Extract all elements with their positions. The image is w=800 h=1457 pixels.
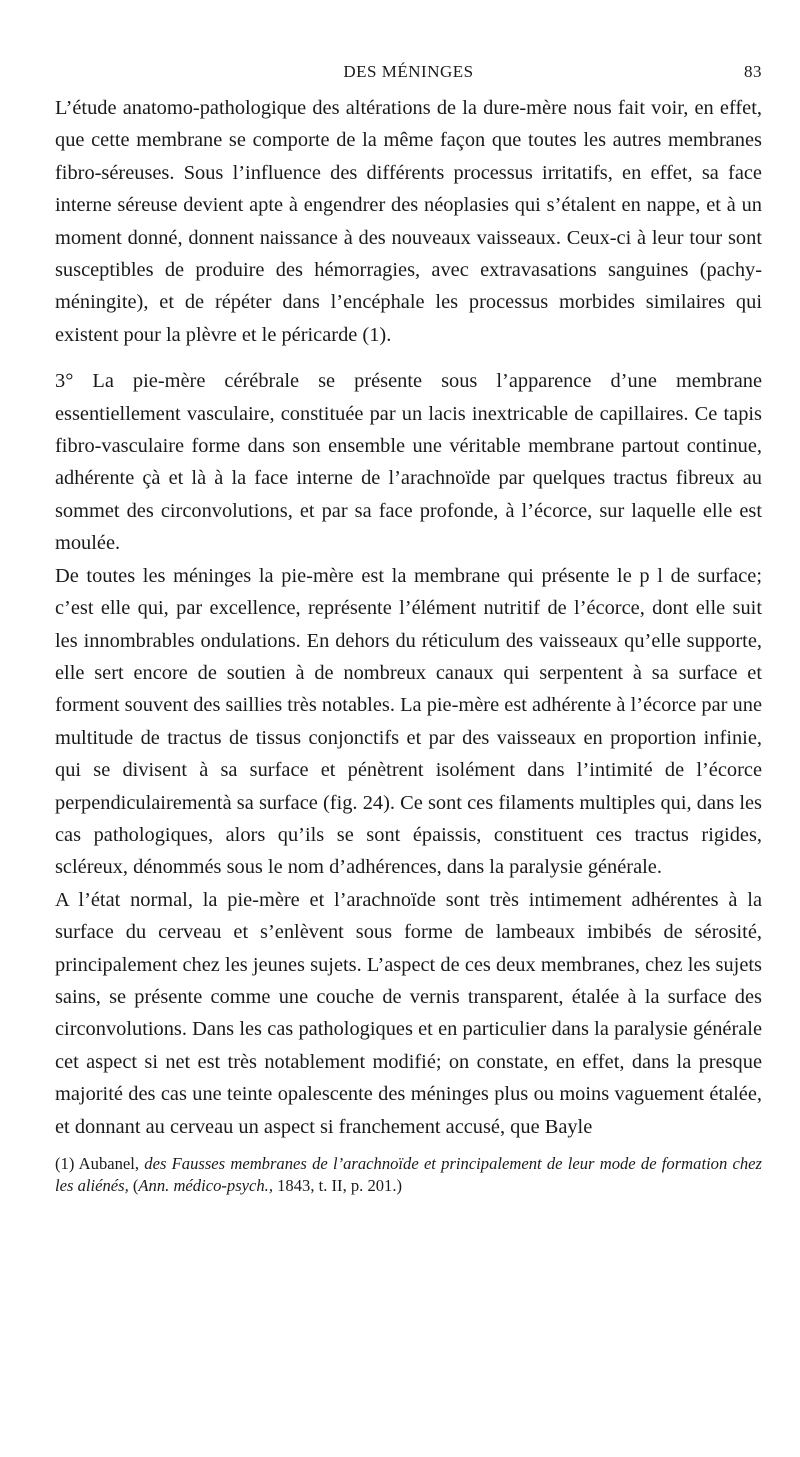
paragraph: 3° La pie-mère cérébrale se présente sous l’apparence d’une membrane essentiellement vasculaire, constituée par un lacis inextricable de capillaires. Ce tapis fibro-vasculaire forme dans son ensemble une véritable membrane partout continue, adhérente çà et là à la face interne de l’arachnoïde par quelques tractus fibreux au sommet des circonvolutions, et par sa face profonde, à l’écorce, sur laquelle elle est moulée. <box>55 370 762 555</box>
footnote-title: des Fausses membranes de l’arachnoïde et principalement de leur mode de formation chez les aliénés, <box>55 1154 762 1195</box>
footnote <box>55 1153 762 1197</box>
paragraph: A l’état normal, la pie-mère et l’arachnoïde sont très intimement adhérentes à la surface du cerveau et s’enlèvent sous forme de lambeaux imbibés de sérosité, principalement chez les jeunes sujets. L’aspect de ces deux membranes, chez les sujets sains, se présente comme une couche de vernis transparent, étalée à la surface des circonvolutions. Dans les cas pathologiques et en particulier dans la paralysie générale cet aspect si net est très notablement modifié; on constate, en effet, dans la presque majorité des cas une teinte opalescente des méninges plus ou moins vaguement étalée, et donnant au cerveau un aspect si franchement accusé, que Bayle <box>55 888 762 1138</box>
footnote-details: 1843, t. II, p. 201.) <box>272 1176 403 1195</box>
running-title: DES MÉNINGES <box>343 62 474 81</box>
footnote-journal: Ann. médico-psych., <box>138 1176 273 1195</box>
running-header <box>55 0 762 90</box>
paragraph: De toutes les méninges la pie-mère est la membrane qui présente le p l de surface; c’est elle qui, par excellence, représente l’élément nutritif de l’écorce, dont elle suit les innombrables ondulations. En dehors du réticulum des vaisseaux qu’elle supporte, elle sert encore de soutien à de nombreux canaux qui serpentent à sa surface et forment souvent des saillies très notables. La pie-mère est adhérente à l’écorce par une multitude de tractus de tissus conjonctifs et par des vaisseaux en proportion infinie, qui se divisent à sa surface et pénètrent isolément dans l’intimité de l’écorce perpendiculairementà sa surface (fig. 24). Ce sont ces filaments multiples qui, dans les cas pathologiques, alors qu’ils se sont épaissis, constituent ces tractus rigides, scléreux, dénommés sous le nom d’adhérences, dans la paralysie générale. <box>55 564 762 879</box>
footnote-marker: (1) Aubanel, <box>55 1154 145 1173</box>
body-text <box>55 92 762 1143</box>
footnote-source-open: ( <box>128 1176 139 1195</box>
paragraph: L’étude anatomo-pathologique des altérations de la dure-mère nous fait voir, en effet, que cette membrane se comporte de la même façon que toutes les autres membranes fibro-séreuses. Sous l’influence des différents processus irritatifs, en effet, sa face interne séreuse devient apte à engendrer des néoplasies qui s’étalent en nappe, et à un moment donné, donnent naissance à des nouveaux vaisseaux. Ceux-ci à leur tour sont susceptibles de produire des hémorragies, avec extravasations sanguines (pachy-méningite), et de répéter dans l’encéphale les processus morbides similaires qui existent pour la plèvre et le péricarde (1). <box>55 97 762 346</box>
page-number: 83 <box>744 62 762 81</box>
